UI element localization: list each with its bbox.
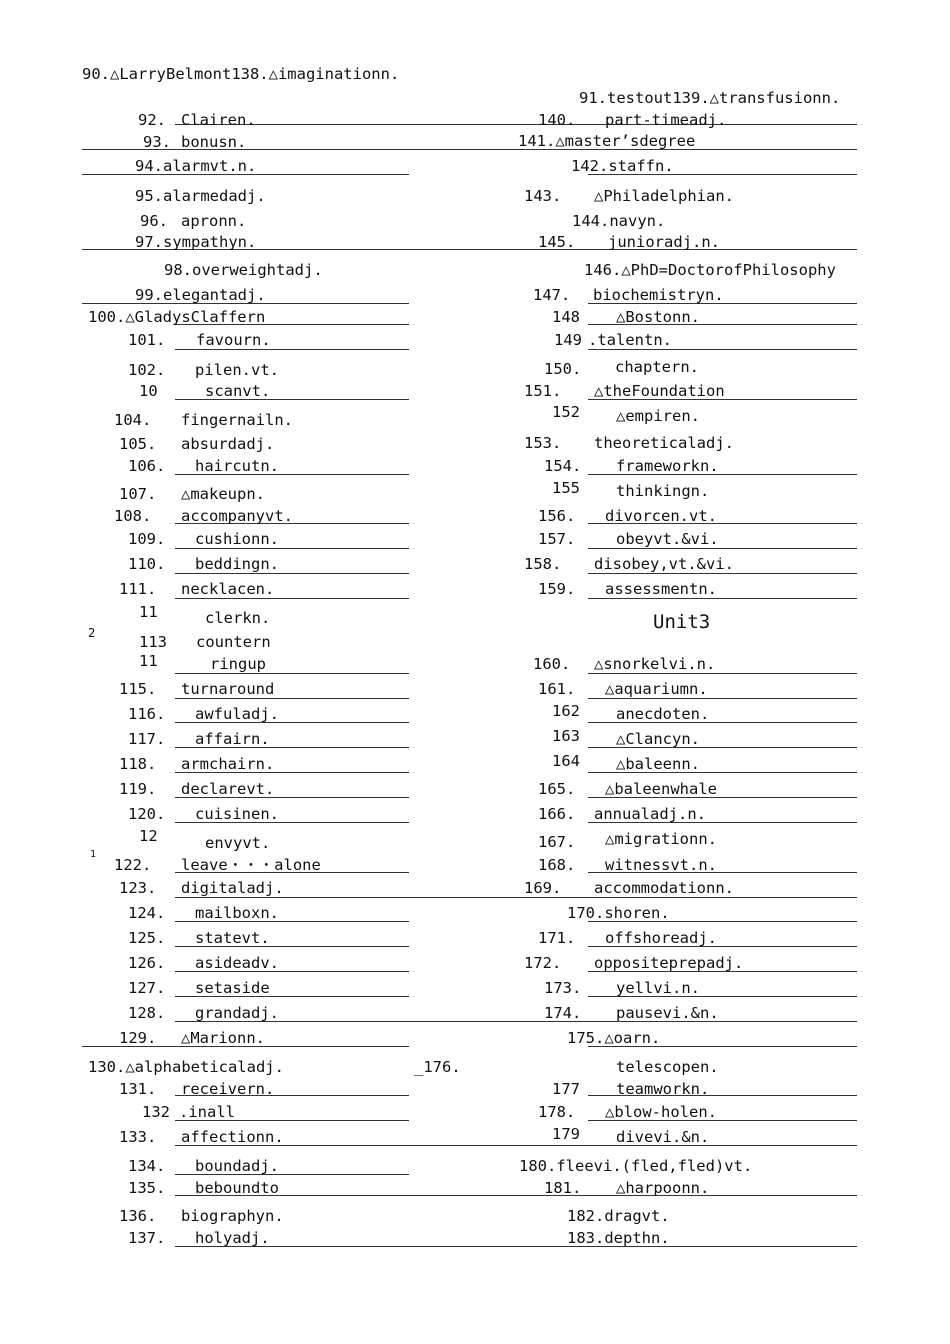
item-word: navyn. — [609, 212, 666, 230]
item-word: countern — [196, 633, 271, 647]
item-word: affectionn. — [181, 1128, 284, 1146]
list-item — [552, 308, 700, 326]
list-item — [538, 929, 717, 947]
list-item — [544, 1004, 719, 1022]
list-item — [128, 730, 270, 748]
item-word: △Clancyn. — [616, 730, 700, 748]
item-word: clerkn. — [205, 609, 271, 627]
item-word: depthn. — [604, 1229, 670, 1247]
list-item — [135, 157, 256, 175]
list-item — [538, 856, 717, 874]
item-number: 170. — [567, 904, 605, 922]
list-item — [567, 1207, 670, 1225]
item-word: △Bostonn. — [616, 308, 700, 326]
list-item — [119, 879, 284, 897]
list-item — [139, 827, 271, 852]
item-word: alarmedadj. — [163, 187, 266, 205]
item-number: 99. — [135, 286, 163, 304]
rule-line — [175, 598, 409, 599]
rule-line — [175, 349, 409, 350]
list-item — [538, 1103, 717, 1121]
item-number: 158. — [524, 555, 562, 573]
list-item — [128, 904, 279, 922]
list-item — [538, 680, 708, 698]
list-item — [128, 1229, 270, 1247]
list-item — [114, 411, 293, 429]
item-word: envyvt. — [205, 834, 271, 852]
item-number: 107. — [119, 485, 157, 503]
item-number: 94. — [135, 157, 163, 175]
item-number: 125. — [128, 929, 166, 947]
list-item — [554, 331, 672, 349]
item-word: offshoreadj. — [605, 929, 717, 947]
list-item — [538, 530, 719, 548]
rule-line — [588, 598, 857, 599]
item-number: _176. — [414, 1058, 461, 1076]
item-word: haircutn. — [195, 457, 279, 475]
item-number: 128. — [128, 1004, 166, 1022]
item-word: △GladysClaffern — [125, 308, 266, 326]
item-word: △migrationn. — [605, 830, 717, 848]
item-number: 165. — [538, 780, 576, 798]
item-number: 122. — [114, 856, 152, 874]
item-word: Clairen. — [181, 111, 256, 129]
item-word: holyadj. — [195, 1229, 270, 1247]
item-word: frameworkn. — [616, 457, 719, 475]
list-item — [552, 403, 700, 425]
item-number: 149 — [554, 331, 582, 349]
item-number: 153. — [524, 434, 562, 452]
item-number: 137. — [128, 1229, 166, 1247]
item-number: 118. — [119, 755, 157, 773]
item-word: shoren. — [604, 904, 670, 922]
item-number: 150. — [544, 360, 582, 378]
item-word: cushionn. — [195, 530, 279, 548]
list-item — [128, 705, 279, 723]
item-word: grandadj. — [195, 1004, 279, 1022]
list-item — [538, 111, 727, 129]
item-word: △master’sdegree — [555, 132, 696, 150]
item-word: scanvt. — [205, 382, 271, 400]
item-word: biochemistryn. — [593, 286, 724, 304]
item-number: 10 — [139, 382, 158, 400]
list-item — [119, 1029, 265, 1047]
rule-line — [175, 573, 409, 574]
list-item — [119, 755, 275, 773]
list-item — [414, 1058, 719, 1076]
item-word: △theFoundation — [594, 382, 725, 400]
list-item — [128, 1179, 279, 1197]
item-word: statevt. — [195, 929, 270, 947]
item-word: fleevi.(fled,fled)vt. — [556, 1157, 753, 1175]
list-item — [142, 1103, 235, 1121]
item-number: 181. — [544, 1179, 582, 1197]
list-item — [128, 954, 279, 972]
item-word: junioradj.n. — [608, 233, 720, 251]
item-word: asideadv. — [195, 954, 279, 972]
item-word: .talentn. — [588, 331, 672, 349]
item-number: 111. — [119, 580, 157, 598]
list-item — [139, 652, 266, 673]
item-word: awfuladj. — [195, 705, 279, 723]
item-word: pausevi.&n. — [616, 1004, 719, 1022]
item-number: 101. — [128, 331, 166, 349]
item-number: 130. — [88, 1058, 126, 1076]
item-number: 104. — [114, 411, 152, 429]
item-number: 151. — [524, 382, 562, 400]
item-number: 95. — [135, 187, 163, 205]
stray-mark: 2 — [88, 626, 96, 640]
item-number: 126. — [128, 954, 166, 972]
list-item — [524, 879, 734, 897]
list-item — [552, 752, 700, 773]
list-item — [143, 133, 247, 151]
rule-line — [175, 897, 857, 898]
item-number: 136. — [119, 1207, 157, 1225]
item-word: △oarn. — [604, 1029, 661, 1047]
item-number: 154. — [544, 457, 582, 475]
item-number: 127. — [128, 979, 166, 997]
item-word: obeyvt.&vi. — [616, 530, 719, 548]
item-word: accompanyvt. — [181, 507, 293, 525]
list-item — [538, 805, 706, 823]
item-number: 169. — [524, 879, 562, 897]
item-word: biographyn. — [181, 1207, 284, 1225]
list-item — [82, 65, 399, 83]
item-number: 123. — [119, 879, 157, 897]
item-word: telescopen. — [616, 1058, 719, 1076]
list-item — [533, 655, 716, 673]
item-word: beboundto — [195, 1179, 279, 1197]
item-number: 180. — [519, 1157, 557, 1175]
item-number: 164 — [552, 752, 580, 770]
list-item — [519, 1157, 752, 1175]
item-number: 124. — [128, 904, 166, 922]
item-number: 116. — [128, 705, 166, 723]
list-item — [88, 1058, 284, 1076]
list-item — [524, 555, 734, 573]
item-word: digitaladj. — [181, 879, 284, 897]
list-item — [114, 856, 321, 874]
item-number: 183. — [567, 1229, 605, 1247]
item-number: 159. — [538, 580, 576, 598]
list-item — [138, 111, 256, 129]
list-item — [128, 555, 279, 573]
rule-line — [175, 673, 409, 674]
item-number: 96. — [140, 212, 168, 230]
item-word: annualadj.n. — [594, 805, 706, 823]
item-number: 166. — [538, 805, 576, 823]
item-number: 161. — [538, 680, 576, 698]
item-word: theoreticaladj. — [594, 434, 734, 452]
item-number: 92. — [138, 111, 166, 129]
item-word: setaside — [195, 979, 270, 997]
list-item — [538, 507, 717, 525]
list-item — [524, 954, 744, 972]
item-number: 133. — [119, 1128, 157, 1146]
item-number: 109. — [128, 530, 166, 548]
item-number: 115. — [119, 680, 157, 698]
item-number: 117. — [128, 730, 166, 748]
list-item — [552, 1080, 710, 1098]
rule-line — [175, 1246, 857, 1247]
list-item — [552, 702, 710, 723]
item-word: necklacen. — [181, 580, 275, 598]
item-number: 134. — [128, 1157, 166, 1175]
item-number: 162 — [552, 702, 580, 720]
item-number: 142. — [571, 157, 609, 175]
list-item — [128, 805, 279, 823]
item-number: 177 — [552, 1080, 580, 1098]
list-item — [119, 1128, 284, 1146]
rule-line — [588, 698, 857, 699]
list-item — [538, 580, 717, 598]
rule-line — [175, 548, 409, 549]
item-word: △snorkelvi.n. — [594, 655, 716, 673]
item-number: 141. — [518, 132, 556, 150]
list-item — [119, 435, 275, 453]
item-word: teamworkn. — [616, 1080, 710, 1098]
item-number: 113 — [139, 633, 167, 647]
list-item — [524, 434, 734, 452]
item-word: receivern. — [181, 1080, 275, 1098]
item-word: bonusn. — [181, 133, 247, 151]
item-word: leave・・・alone — [181, 856, 321, 874]
item-word: overweightadj. — [192, 261, 323, 279]
item-word: △empiren. — [616, 407, 700, 425]
list-item — [544, 1179, 710, 1197]
item-word: △Philadelphian. — [594, 187, 734, 205]
item-number: 143. — [524, 187, 562, 205]
list-item — [128, 361, 279, 379]
item-word: .inall — [179, 1103, 235, 1121]
list-item — [119, 680, 275, 698]
item-word: △aquariumn. — [605, 680, 708, 698]
item-word: △makeupn. — [181, 485, 265, 503]
list-item — [140, 212, 247, 230]
list-item — [128, 331, 271, 349]
list-item — [119, 1207, 284, 1225]
item-number: 175. — [567, 1029, 605, 1047]
list-item — [139, 633, 299, 647]
item-number: 110. — [128, 555, 166, 573]
list-item — [518, 132, 695, 150]
item-number: 174. — [544, 1004, 582, 1022]
item-number: 102. — [128, 361, 166, 379]
item-word: yellvi.n. — [616, 979, 700, 997]
item-word: cuisinen. — [195, 805, 279, 823]
list-item — [538, 233, 720, 251]
item-word: dragvt. — [604, 1207, 670, 1225]
item-number: 172. — [524, 954, 562, 972]
item-number: 148 — [552, 308, 580, 326]
item-word: beddingn. — [195, 555, 279, 573]
item-word: apronn. — [181, 212, 247, 230]
list-item — [139, 603, 271, 627]
item-number: 178. — [538, 1103, 576, 1121]
item-word: anecdoten. — [616, 705, 710, 723]
item-number: 11 — [139, 603, 158, 621]
item-number: 119. — [119, 780, 157, 798]
list-item — [119, 1080, 275, 1098]
item-number: 106. — [128, 457, 166, 475]
item-word: mailboxn. — [195, 904, 279, 922]
item-number: 173. — [544, 979, 582, 997]
item-number: 90. — [82, 65, 110, 83]
rule-line — [175, 698, 409, 699]
item-word: chaptern. — [615, 358, 699, 376]
item-number: 157. — [538, 530, 576, 548]
rule-line — [588, 673, 857, 674]
item-number: 168. — [538, 856, 576, 874]
item-number: 93. — [143, 133, 171, 151]
item-word: accommodationn. — [594, 879, 734, 897]
item-number: 91. — [579, 89, 607, 107]
item-number: 140. — [538, 111, 576, 129]
item-number: 108. — [114, 507, 152, 525]
item-word: △harpoonn. — [616, 1179, 710, 1197]
list-item — [552, 1125, 710, 1146]
rule-line — [175, 124, 857, 125]
item-word: △blow-holen. — [605, 1103, 717, 1121]
item-word: turnaround — [181, 680, 275, 698]
list-item — [128, 530, 279, 548]
list-item — [567, 904, 670, 922]
item-number: 145. — [538, 233, 576, 251]
rule-line — [588, 548, 857, 549]
list-item — [88, 308, 265, 326]
item-word: elegantadj. — [163, 286, 266, 304]
item-number: 160. — [533, 655, 571, 673]
item-word: fingernailn. — [181, 411, 293, 429]
list-item — [135, 233, 256, 251]
item-word: △alphabeticaladj. — [125, 1058, 284, 1076]
item-word: absurdadj. — [181, 435, 275, 453]
list-item — [135, 286, 266, 304]
list-item — [128, 929, 270, 947]
list-item — [164, 261, 323, 279]
item-number: 97. — [135, 233, 163, 251]
item-word: boundadj. — [195, 1157, 279, 1175]
list-item — [128, 979, 270, 997]
item-word: sympathyn. — [163, 233, 257, 251]
item-number: 156. — [538, 507, 576, 525]
item-word: favourn. — [196, 331, 271, 349]
item-number: 147. — [533, 286, 571, 304]
item-word: staffn. — [608, 157, 674, 175]
item-number: 163 — [552, 727, 580, 745]
list-item — [544, 358, 699, 378]
item-word: △Marionn. — [181, 1029, 265, 1047]
rule-line — [588, 349, 857, 350]
item-number: 100. — [88, 308, 126, 326]
item-number: 152 — [552, 403, 580, 421]
list-item — [571, 157, 674, 175]
list-item — [119, 780, 275, 798]
item-word: disobey,vt.&vi. — [594, 555, 734, 573]
item-number: 146. — [584, 261, 622, 279]
item-word: oppositeprepadj. — [594, 954, 744, 972]
item-word: affairn. — [195, 730, 270, 748]
list-item — [128, 1157, 279, 1175]
list-item — [524, 187, 734, 205]
list-item — [538, 830, 717, 851]
item-word: witnessvt.n. — [605, 856, 717, 874]
item-number: 12 — [139, 827, 158, 845]
item-number: 155 — [552, 479, 580, 497]
item-number: 120. — [128, 805, 166, 823]
list-item — [524, 382, 725, 400]
list-item — [572, 212, 665, 230]
item-number: 105. — [119, 435, 157, 453]
item-word: △baleenwhale — [605, 780, 717, 798]
list-item — [552, 479, 710, 500]
item-word: ringup — [210, 655, 266, 673]
item-word: testout139.△transfusionn. — [607, 89, 841, 107]
item-number: 144. — [572, 212, 610, 230]
list-item — [139, 382, 271, 400]
list-item — [567, 1029, 660, 1047]
list-item — [114, 507, 293, 525]
item-word: assessmentn. — [605, 580, 717, 598]
list-item — [128, 1004, 279, 1022]
rule-line — [588, 573, 857, 574]
item-number: 129. — [119, 1029, 157, 1047]
list-item — [544, 457, 719, 475]
item-word: △PhD=DoctorofPhilosophy — [621, 261, 836, 279]
item-word: divevi.&n. — [616, 1128, 710, 1146]
item-word: armchairn. — [181, 755, 275, 773]
item-number: 132 — [142, 1103, 170, 1121]
list-item — [579, 89, 840, 107]
item-number: 167. — [538, 833, 576, 851]
item-word: thinkingn. — [616, 482, 710, 500]
list-item — [128, 457, 279, 475]
stray-mark: 1 — [90, 849, 97, 860]
item-number: 179 — [552, 1125, 580, 1143]
item-word: △LarryBelmont138.△imaginationn. — [110, 65, 400, 83]
list-item — [552, 727, 700, 748]
item-word: alarmvt.n. — [163, 157, 257, 175]
list-item — [567, 1229, 670, 1247]
item-number: 131. — [119, 1080, 157, 1098]
list-item — [584, 261, 836, 279]
item-number: 182. — [567, 1207, 605, 1225]
list-item — [538, 780, 717, 798]
list-item — [119, 485, 265, 503]
unit-heading: Unit3 — [653, 611, 711, 633]
item-word: pilen.vt. — [195, 361, 279, 379]
item-number: 11 — [139, 652, 158, 670]
list-item — [544, 979, 700, 997]
item-word: divorcen.vt. — [605, 507, 717, 525]
list-item — [533, 286, 724, 304]
item-number: 135. — [128, 1179, 166, 1197]
item-word: △baleenn. — [616, 755, 700, 773]
item-word: declarevt. — [181, 780, 275, 798]
item-number: 98. — [164, 261, 192, 279]
item-word: part-timeadj. — [605, 111, 727, 129]
item-number: 171. — [538, 929, 576, 947]
list-item — [119, 580, 275, 598]
list-item — [135, 187, 266, 205]
